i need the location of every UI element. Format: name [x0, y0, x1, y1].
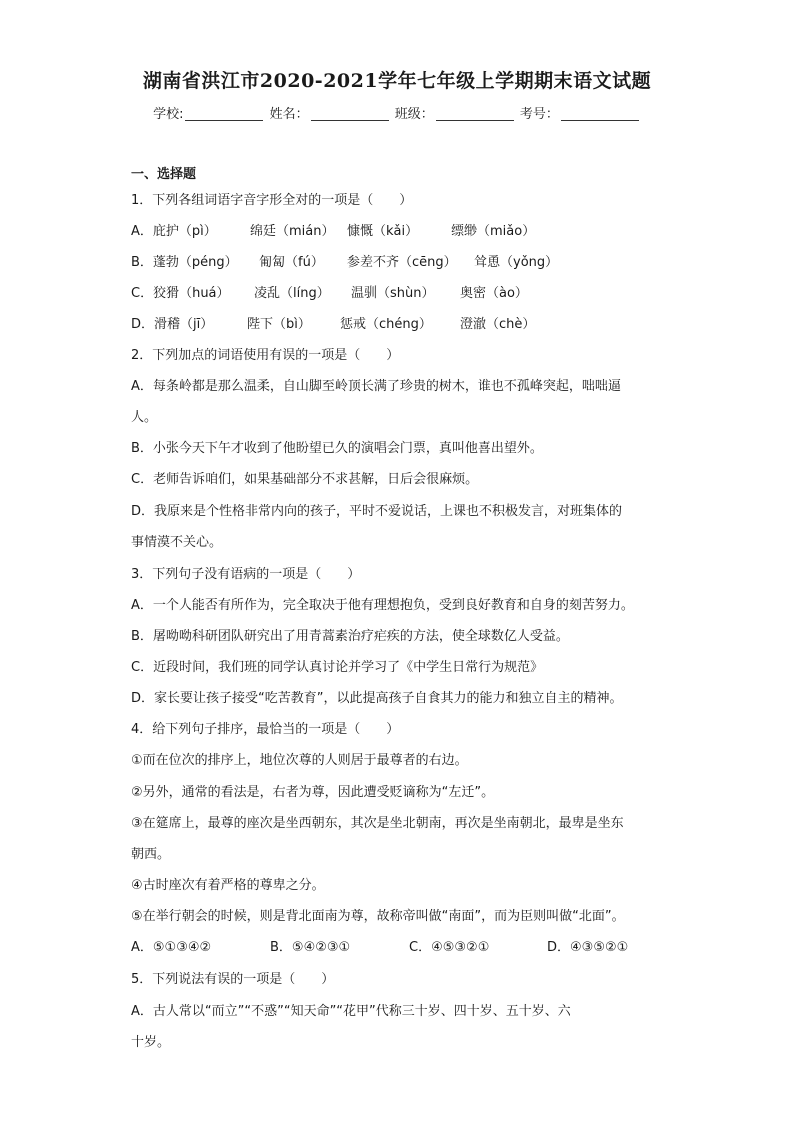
q4-sentence-1: ①而在位次的排序上，地位次尊的人则居于最尊者的右边。: [131, 753, 468, 768]
q4-stem: 4．给下列句子排序，最恰当的一项是（ ）: [131, 722, 400, 737]
q4-sentence-3-line2: 朝西。: [131, 847, 171, 862]
q2-option-a-line2: 人。: [131, 410, 158, 425]
section-heading: 一、选择题: [131, 167, 197, 182]
q5-option-a-line1: A．古人常以“而立”“不惑”“知天命”“花甲”代称三十岁、四十岁、五十岁、六: [131, 1004, 571, 1019]
q1-option-c: [131, 285, 528, 303]
number-blank: [561, 107, 639, 121]
q1-option-d: [131, 316, 535, 334]
name-blank: [311, 107, 389, 121]
school-label: 学校:: [153, 107, 184, 122]
q2-option-d-line1: D．我原来是个性格非常内向的孩子，平时不爱说话，上课也不积极发言，对班集体的: [131, 504, 623, 519]
q1-d-word-1: D．滑稽（jī）: [131, 317, 214, 332]
q3-option-d: D．家长要让孩子接受“吃苦教育”，以此提高孩子自食其力的能力和独立自主的精神。: [131, 691, 623, 706]
q2-option-d-line2: 事情漠不关心。: [131, 535, 223, 550]
q4-option-b: B．⑤④②③①: [270, 940, 351, 955]
q2-stem: 2．下列加点的词语使用有误的一项是（ ）: [131, 348, 400, 363]
q1-a-word-4: 缥缈（miǎo）: [451, 224, 536, 239]
q2-option-b: B．小张今天下午才收到了他盼望已久的演唱会门票，真叫他喜出望外。: [131, 441, 543, 456]
q1-b-word-3: 参差不齐（cēng）: [347, 255, 457, 270]
q1-d-word-3: 惩戒（chéng）: [340, 317, 432, 332]
q1-a-word-2: 绵廷（mián）: [250, 224, 335, 239]
class-label: 班级：: [394, 107, 434, 122]
q1-option-a: [131, 223, 535, 241]
q1-b-word-2: 匍匐（fú）: [259, 255, 324, 270]
q1-a-word-3: 慷慨（kǎi）: [347, 224, 419, 239]
q2-option-c: C．老师告诉咱们，如果基础部分不求甚解，日后会很麻烦。: [131, 472, 479, 487]
q1-b-word-1: B．蓬勃（péng）: [131, 255, 238, 270]
q5-option-a-line2: 十岁。: [131, 1035, 171, 1050]
student-info-row: [0, 103, 794, 122]
school-blank: [185, 107, 263, 121]
q1-b-word-4: 耸恿（yǒng）: [474, 255, 559, 270]
q3-option-b: B．屠呦呦科研团队研究出了用青蒿素治疗疟疾的方法，使全球数亿人受益。: [131, 629, 569, 644]
q1-c-word-3: 温驯（shùn）: [351, 286, 435, 301]
q1-stem: 1．下列各组词语字音字形全对的一项是（ ）: [131, 193, 413, 208]
q1-c-word-4: 奥密（ào）: [460, 286, 528, 301]
class-blank: [436, 107, 514, 121]
q4-sentence-2: ②另外，通常的看法是，右者为尊，因此遭受贬谪称为“左迁”。: [131, 785, 495, 800]
q3-option-a: A．一个人能否有所作为，完全取决于他有理想抱负，受到良好教育和自身的刻苦努力。: [131, 598, 634, 613]
q4-sentence-4: ④古时座次有着严格的尊卑之分。: [131, 878, 325, 893]
q4-option-c: C．④⑤③②①: [409, 940, 490, 955]
q1-d-word-4: 澄澈（chè）: [460, 317, 536, 332]
q5-stem: 5．下列说法有误的一项是（ ）: [131, 972, 335, 987]
q1-d-word-2: 陛下（bì）: [247, 317, 311, 332]
q1-c-word-1: C．狡猾（huá）: [131, 286, 230, 301]
q1-c-word-2: 凌乱（líng）: [254, 286, 330, 301]
q4-options: [131, 939, 628, 957]
number-label: 考号：: [519, 107, 559, 122]
q3-option-c: C．近段时间，我们班的同学认真讨论并学习了《中学生日常行为规范》: [131, 660, 544, 675]
q2-option-a-line1: A．每条岭都是那么温柔，自山脚至岭顶长满了珍贵的树木，谁也不孤峰突起，咄咄逼: [131, 379, 621, 394]
q4-option-a: A．⑤①③④②: [131, 940, 212, 955]
q4-sentence-3-line1: ③在筵席上，最尊的座次是坐西朝东，其次是坐北朝南，再次是坐南朝北，最卑是坐东: [131, 816, 624, 831]
q4-sentence-5: ⑤在举行朝会的时候，则是背北面南为尊，故称帝叫做“南面”，而为臣则叫做“北面”。: [131, 909, 625, 924]
name-label: 姓名：: [269, 107, 309, 122]
q1-a-word-1: A．庇护（pì）: [131, 224, 217, 239]
exam-title: 湖南省洪江市2020-2021学年七年级上学期期末语文试题: [142, 70, 652, 92]
q3-stem: 3．下列句子没有语病的一项是（ ）: [131, 567, 361, 582]
q1-option-b: [131, 254, 558, 272]
q4-option-d: D．④③⑤②①: [547, 940, 629, 955]
